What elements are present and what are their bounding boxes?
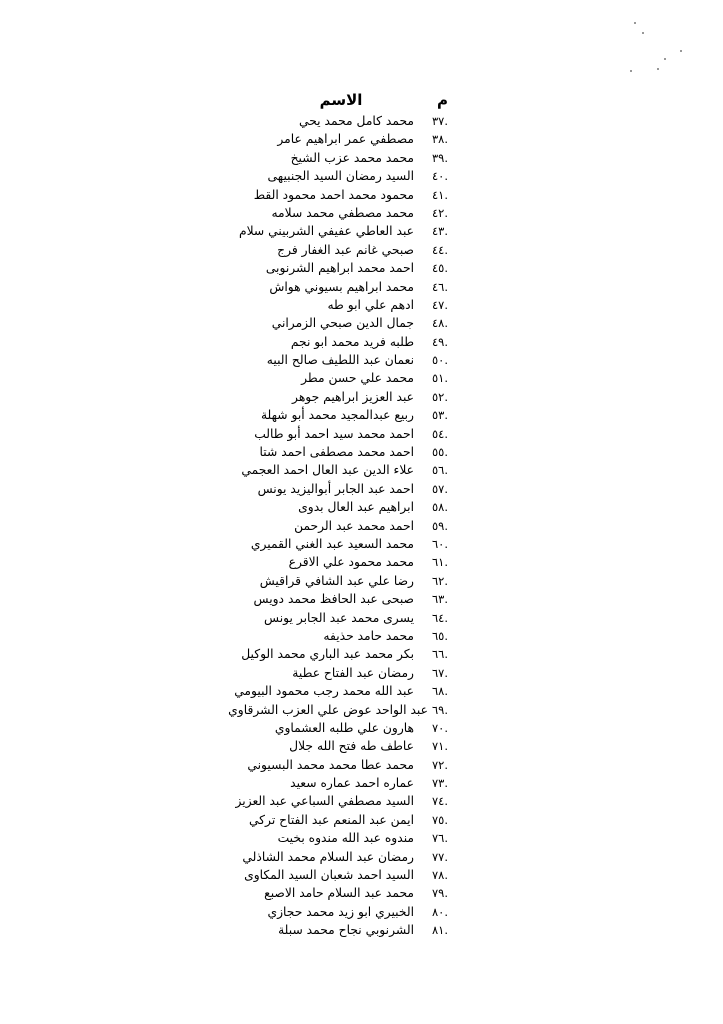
item-number: .٥٨ [431, 500, 448, 515]
item-name: مندوه عبد الله مندوه بخيت [277, 831, 414, 846]
scan-speck [642, 32, 644, 34]
item-number: .٦١ [431, 555, 448, 570]
list-item [230, 535, 452, 553]
item-number: .٧٨ [431, 868, 448, 883]
item-name: السيد احمد شعبان السيد المكاوى [244, 868, 414, 883]
list-item [230, 241, 452, 259]
item-number: .٨٠ [431, 904, 448, 919]
item-name: السيد مصطفي السباعي عبد العزيز [235, 794, 414, 809]
list-item [230, 167, 452, 185]
item-name: ايمن عبد المنعم عبد الفتاح تركي [248, 812, 414, 827]
list-item [230, 792, 452, 810]
list-item [230, 369, 452, 387]
header-number: م [437, 91, 448, 109]
item-number: .٧١ [431, 739, 448, 754]
item-name: الشرنوبي نجاح محمد سبلة [278, 923, 414, 938]
item-name: عبد العزيز ابراهيم جوهر [292, 389, 414, 404]
item-name: محمد محمود علي الاقرع [288, 555, 414, 570]
item-number: .٥٢ [431, 389, 448, 404]
list-item [230, 553, 452, 571]
item-name: محمد ابراهيم بسيوني هواش [269, 279, 414, 294]
item-name: محمد مصطفي محمد سلامه [271, 205, 414, 220]
item-number: .٤٦ [431, 279, 448, 294]
list-item [230, 645, 452, 663]
item-number: .٦٠ [431, 536, 448, 551]
item-number: .٥٠ [431, 353, 448, 368]
item-number: .٤٤ [431, 242, 448, 257]
item-name: جمال الدين صبحي الزمراني [271, 316, 414, 331]
list-item [230, 406, 452, 424]
item-name: عاطف طه فتح الله جلال [289, 739, 414, 754]
item-name: الخبيري ابو زيد محمد حجازي [267, 904, 414, 919]
item-number: .٣٧ [431, 114, 448, 128]
list-rows [230, 112, 452, 940]
item-number: .٧٢ [431, 757, 448, 772]
item-number: .٦٨ [431, 684, 448, 699]
item-name: مصطفي عمر ابراهيم عامر [277, 132, 414, 147]
item-name: محمد حامد حذيفه [323, 628, 414, 643]
item-name: صبحى عبد الحافظ محمد دويس [253, 592, 414, 607]
item-name: احمد عبد الجابر أبواليزيد يونس [257, 481, 414, 496]
list-item [230, 866, 452, 884]
scan-speck [657, 68, 659, 70]
names-list [230, 88, 452, 940]
item-number: .٥٣ [431, 408, 448, 423]
item-number: .٧٠ [431, 720, 448, 735]
list-item [230, 149, 452, 167]
list-item [230, 517, 452, 535]
item-number: .٧٣ [431, 776, 448, 791]
item-number: .٤٩ [431, 334, 448, 349]
list-item [230, 259, 452, 277]
list-item [230, 112, 452, 130]
item-number: .٧٧ [431, 849, 448, 864]
item-number: .٦٩ [431, 702, 448, 717]
scan-speck [680, 50, 682, 52]
list-item [230, 425, 452, 443]
list-item [230, 296, 452, 314]
list-item [230, 737, 452, 755]
item-number: .٥٧ [431, 481, 448, 496]
list-item [230, 719, 452, 737]
list-item [230, 351, 452, 369]
item-number: .٣٨ [431, 132, 448, 147]
item-number: .٦٦ [431, 647, 448, 662]
list-item [230, 222, 452, 240]
list-item [230, 884, 452, 902]
list-item [230, 664, 452, 682]
item-name: السيد رمضان السيد الجنبيهى [267, 169, 414, 184]
list-item [230, 498, 452, 516]
item-name: رضا علي عبد الشافي قراقيش [259, 573, 414, 588]
item-name: علاء الدين عبد العال احمد العجمي [241, 463, 414, 478]
item-name: نعمان عبد اللطيف صالح البيه [266, 353, 414, 368]
list-item [230, 314, 452, 332]
item-name: محمد عطا محمد محمد البسيوني [247, 757, 414, 772]
item-name: هارون علي طلبه العشماوي [274, 720, 414, 735]
item-name: عبد العاطي عفيفي الشربيني سلام [238, 224, 414, 239]
list-item [230, 480, 452, 498]
item-number: .٨١ [431, 923, 448, 938]
item-number: .٧٤ [431, 794, 448, 809]
item-name: احمد محمد سيد احمد أبو طالب [254, 426, 414, 441]
scan-speck [630, 70, 632, 72]
item-name: محمود محمد احمد محمود القط [253, 187, 414, 202]
item-number: .٦٢ [431, 573, 448, 588]
list-item [230, 461, 452, 479]
list-item [230, 609, 452, 627]
item-name: رمضان عبد الفتاح عطية [292, 665, 414, 680]
list-item [230, 756, 452, 774]
item-number: .٦٣ [431, 592, 448, 607]
list-item [230, 204, 452, 222]
item-number: .٦٧ [431, 665, 448, 680]
list-item [230, 627, 452, 645]
item-number: .٤٣ [431, 224, 448, 239]
item-number: .٥٥ [431, 445, 448, 460]
item-name: يسرى محمد عبد الجابر يونس [264, 610, 414, 625]
list-item [230, 130, 452, 148]
item-name: احمد محمد ابراهيم الشرنوبى [265, 261, 414, 276]
list-item [230, 590, 452, 608]
item-number: .٦٤ [431, 610, 448, 625]
item-name: ابراهيم عبد العال بدوى [298, 500, 414, 515]
item-number: .٧٥ [431, 812, 448, 827]
item-number: .٧٩ [431, 886, 448, 901]
list-item [230, 829, 452, 847]
item-number: .٤٠ [431, 169, 448, 184]
list-item [230, 572, 452, 590]
item-name: محمد السعيد عبد الغني القميري [250, 536, 414, 551]
item-number: .٤٨ [431, 316, 448, 331]
list-item [230, 921, 452, 939]
item-number: .٥٦ [431, 463, 448, 478]
item-number: .٦٥ [431, 628, 448, 643]
list-item [230, 278, 452, 296]
item-name: ربيع عبدالمجيد محمد أبو شهلة [260, 408, 414, 423]
list-item [230, 388, 452, 406]
item-name: عبد الواحد عوض علي العزب الشرقاوي [228, 702, 428, 717]
item-name: ادهم علي ابو طه [327, 297, 414, 312]
item-name: محمد كامل محمد يحي [298, 114, 414, 128]
item-number: .٣٩ [431, 150, 448, 165]
list-item [230, 333, 452, 351]
item-number: .٥٤ [431, 426, 448, 441]
item-number: .٤٢ [431, 205, 448, 220]
list-item [230, 903, 452, 921]
item-number: .٥١ [431, 371, 448, 386]
list-item [230, 682, 452, 700]
list-item [230, 443, 452, 461]
item-name: محمد محمد عزب الشيخ [290, 150, 414, 165]
item-name: بكر محمد عبد الباري محمد الوكيل [241, 647, 414, 662]
list-item [230, 811, 452, 829]
list-item [230, 186, 452, 204]
item-number: .٤٧ [431, 297, 448, 312]
item-name: رمضان عبد السلام محمد الشاذلي [242, 849, 414, 864]
item-number: .٤٥ [431, 261, 448, 276]
header-name: الاسم [319, 91, 363, 109]
item-number: .٥٩ [431, 518, 448, 533]
item-name: عماره احمد عماره سعيد [290, 776, 414, 791]
list-item [230, 848, 452, 866]
item-name: صبحي غانم عبد الغفار فرج [277, 242, 414, 257]
item-name: محمد عبد السلام حامد الاصبع [264, 886, 414, 901]
list-item [230, 774, 452, 792]
item-number: .٧٦ [431, 831, 448, 846]
item-number: .٤١ [431, 187, 448, 202]
item-name: طلبه فريد محمد ابو نجم [290, 334, 414, 349]
scan-speck [634, 22, 636, 24]
item-name: عبد الله محمد رجب محمود البيومي [234, 684, 414, 699]
item-name: محمد علي حسن مطر [301, 371, 414, 386]
item-name: احمد محمد مصطفى احمد شتا [259, 445, 414, 460]
list-item [230, 701, 452, 719]
list-header [230, 88, 452, 112]
scan-speck [664, 58, 666, 60]
item-name: احمد محمد عبد الرحمن [294, 518, 414, 533]
